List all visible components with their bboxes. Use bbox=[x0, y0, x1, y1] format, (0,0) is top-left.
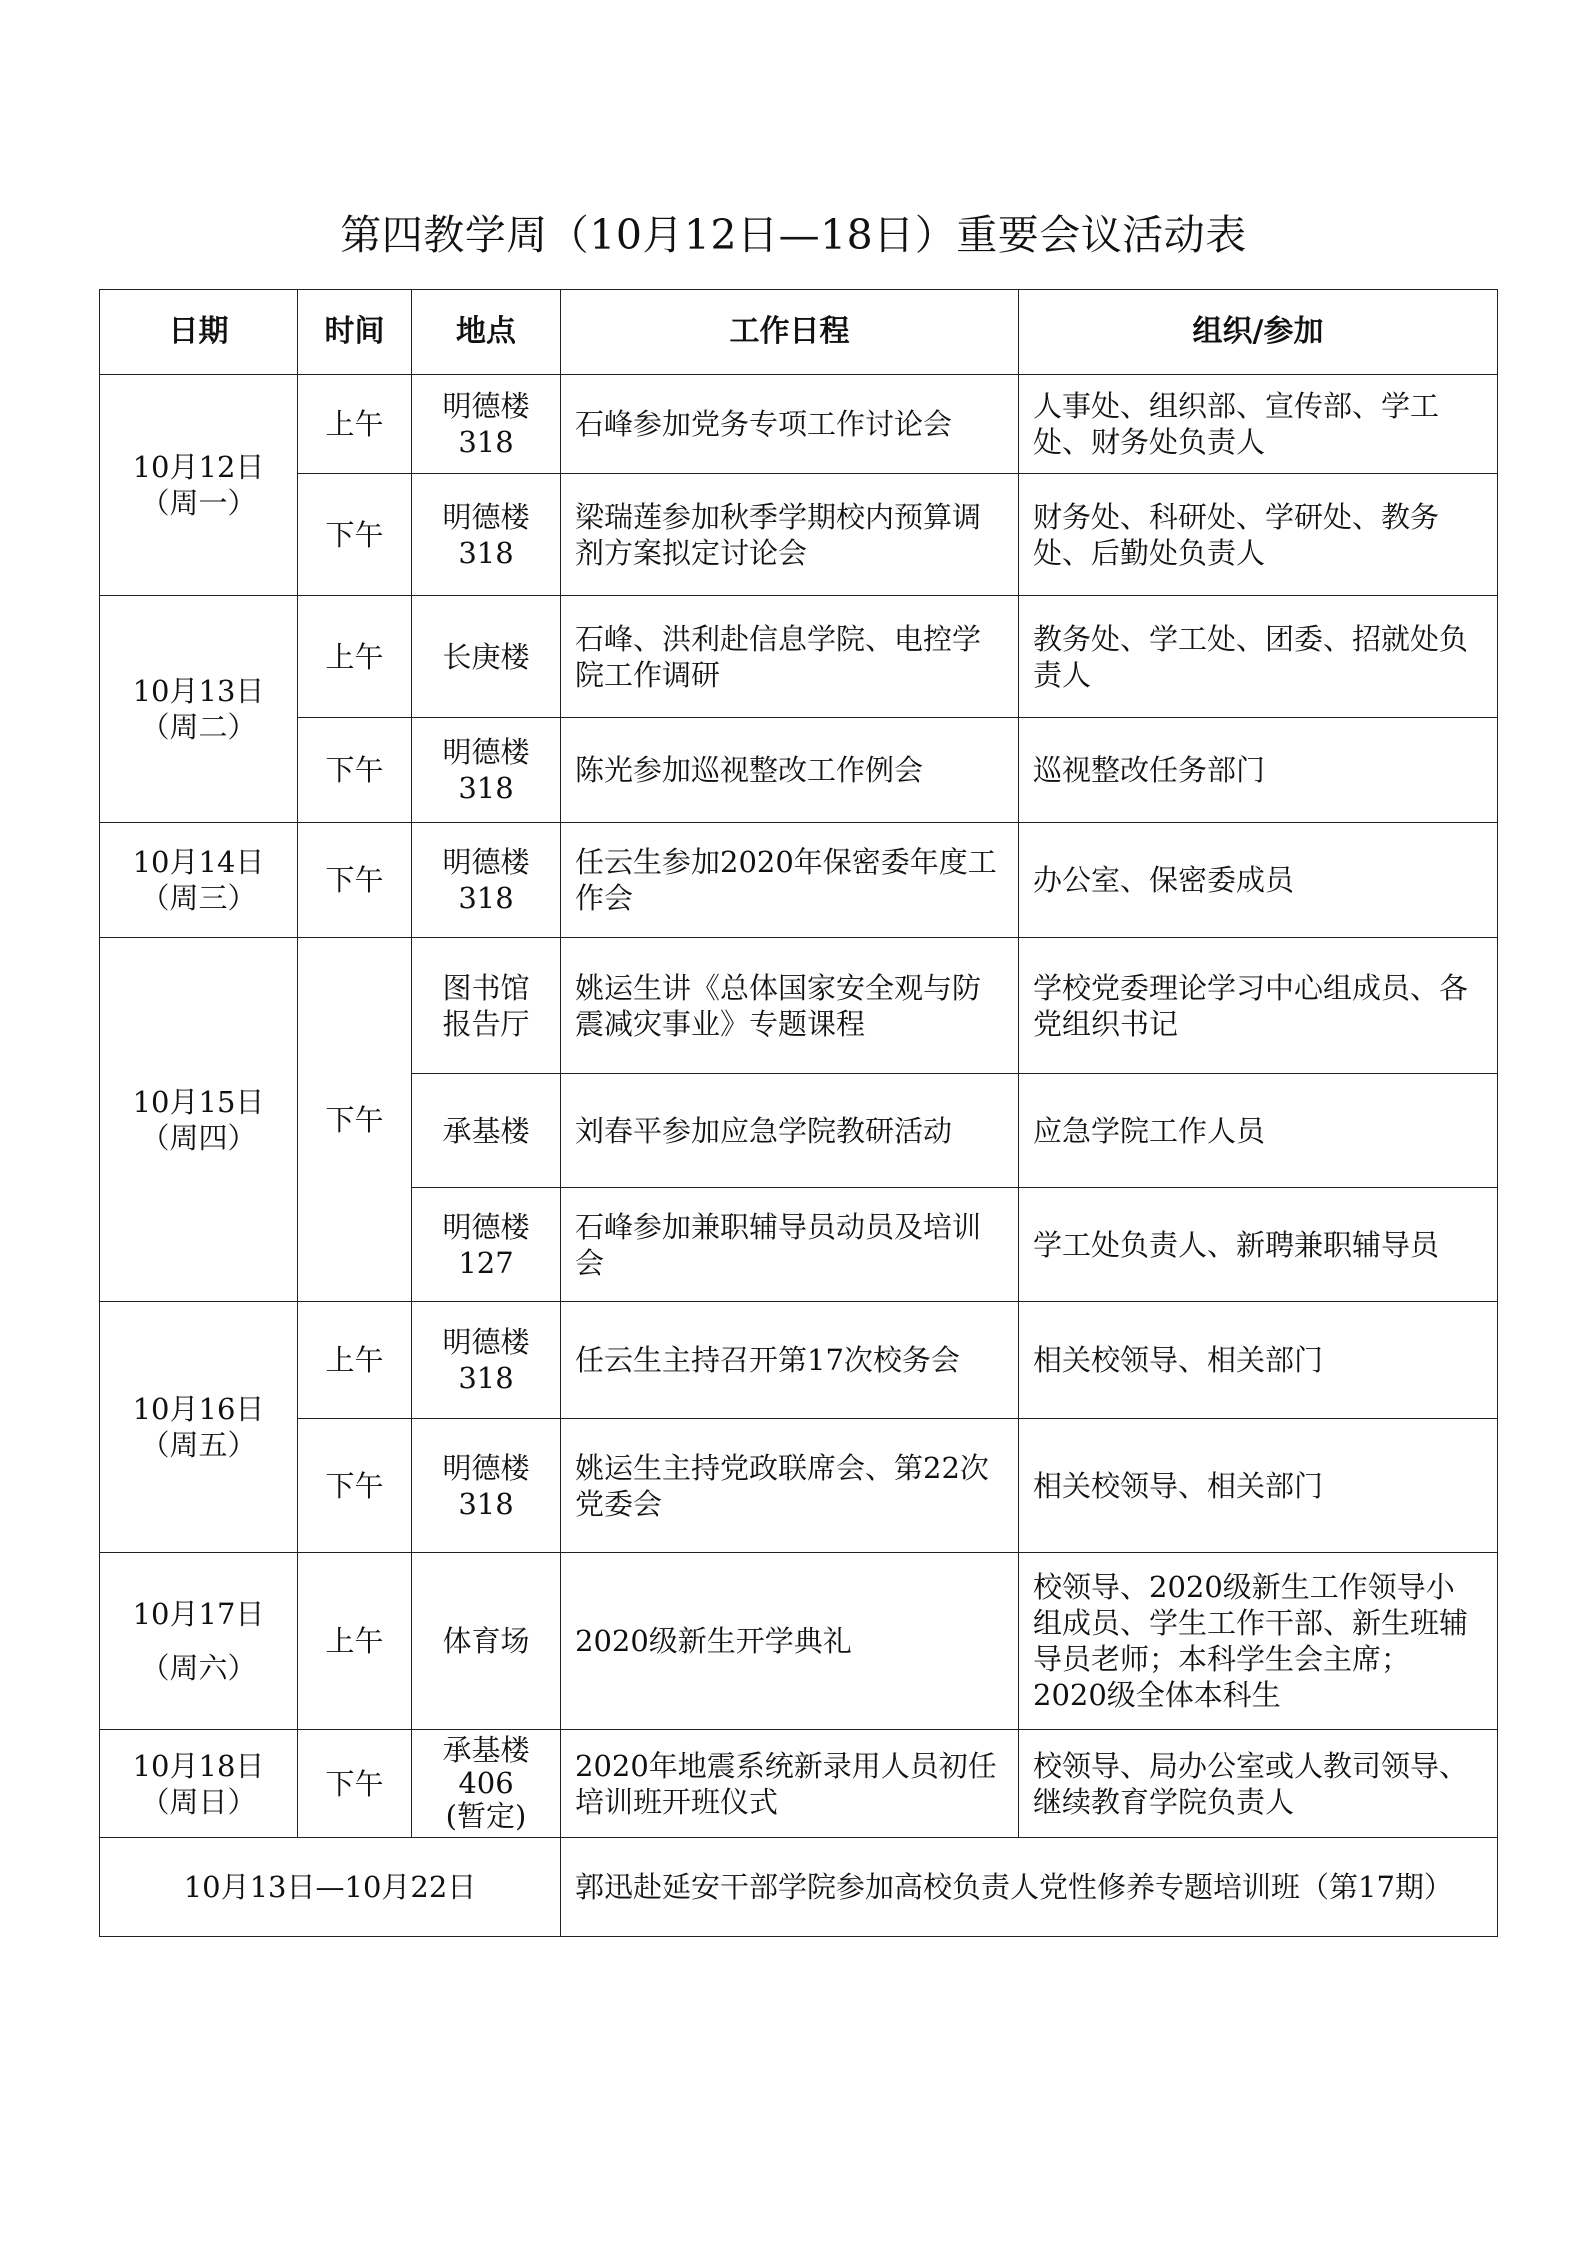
place-cell: 承基楼 bbox=[412, 1074, 561, 1188]
schedule-cell: 姚运生讲《总体国家安全观与防震减灾事业》专题课程 bbox=[561, 938, 1019, 1074]
place-cell: 明德楼 318 bbox=[412, 823, 561, 938]
table-row bbox=[100, 375, 1498, 474]
place-cell: 明德楼 318 bbox=[412, 474, 561, 596]
org-cell: 学工处负责人、新聘兼职辅导员 bbox=[1019, 1188, 1498, 1302]
time-cell: 上午 bbox=[298, 1302, 412, 1419]
schedule-cell: 2020年地震系统新录用人员初任培训班开班仪式 bbox=[561, 1730, 1019, 1838]
table-row bbox=[100, 1553, 1498, 1730]
org-cell: 巡视整改任务部门 bbox=[1019, 718, 1498, 823]
place-cell: 明德楼 318 bbox=[412, 1419, 561, 1553]
schedule-cell: 刘春平参加应急学院教研活动 bbox=[561, 1074, 1019, 1188]
date-cell: 10月18日 （周日） bbox=[100, 1730, 298, 1838]
place-cell: 承基楼 406 (暂定) bbox=[412, 1730, 561, 1838]
schedule-cell: 任云生参加2020年保密委年度工作会 bbox=[561, 823, 1019, 938]
time-cell: 上午 bbox=[298, 1553, 412, 1730]
place-cell: 明德楼 318 bbox=[412, 718, 561, 823]
org-cell: 学校党委理论学习中心组成员、各党组织书记 bbox=[1019, 938, 1498, 1074]
table-header-row bbox=[100, 290, 1498, 375]
time-cell: 下午 bbox=[298, 1730, 412, 1838]
time-cell: 上午 bbox=[298, 596, 412, 718]
date-cell: 10月12日 （周一） bbox=[100, 375, 298, 596]
schedule-cell: 2020级新生开学典礼 bbox=[561, 1553, 1019, 1730]
table-row bbox=[100, 1730, 1498, 1838]
org-cell: 校领导、2020级新生工作领导小组成员、学生工作干部、新生班辅导员老师；本科学生会主席；2020级全体本科生 bbox=[1019, 1553, 1498, 1730]
org-cell: 财务处、科研处、学研处、教务处、后勤处负责人 bbox=[1019, 474, 1498, 596]
org-cell: 相关校领导、相关部门 bbox=[1019, 1302, 1498, 1419]
time-cell: 下午 bbox=[298, 823, 412, 938]
place-cell: 图书馆 报告厅 bbox=[412, 938, 561, 1074]
schedule-cell: 石峰参加党务专项工作讨论会 bbox=[561, 375, 1019, 474]
schedule-cell: 郭迅赴延安干部学院参加高校负责人党性修养专题培训班（第17期） bbox=[561, 1838, 1498, 1937]
table-row bbox=[100, 823, 1498, 938]
place-cell: 明德楼 127 bbox=[412, 1188, 561, 1302]
schedule-cell: 姚运生主持党政联席会、第22次党委会 bbox=[561, 1419, 1019, 1553]
place-cell: 明德楼 318 bbox=[412, 375, 561, 474]
table-row bbox=[100, 474, 1498, 596]
header-schedule: 工作日程 bbox=[561, 290, 1019, 375]
schedule-table bbox=[99, 289, 1498, 1937]
schedule-cell: 梁瑞莲参加秋季学期校内预算调剂方案拟定讨论会 bbox=[561, 474, 1019, 596]
place-cell: 长庚楼 bbox=[412, 596, 561, 718]
header-date: 日期 bbox=[100, 290, 298, 375]
schedule-cell: 石峰、洪利赴信息学院、电控学院工作调研 bbox=[561, 596, 1019, 718]
table-row bbox=[100, 1838, 1498, 1937]
org-cell: 办公室、保密委成员 bbox=[1019, 823, 1498, 938]
table-row bbox=[100, 718, 1498, 823]
time-cell: 上午 bbox=[298, 375, 412, 474]
time-cell: 下午 bbox=[298, 938, 412, 1302]
org-cell: 人事处、组织部、宣传部、学工处、财务处负责人 bbox=[1019, 375, 1498, 474]
date-cell: 10月16日 （周五） bbox=[100, 1302, 298, 1553]
page-title: 第四教学周（10月12日—18日）重要会议活动表 bbox=[340, 211, 1247, 259]
schedule-cell: 石峰参加兼职辅导员动员及培训会 bbox=[561, 1188, 1019, 1302]
org-cell: 教务处、学工处、团委、招就处负责人 bbox=[1019, 596, 1498, 718]
schedule-cell: 陈光参加巡视整改工作例会 bbox=[561, 718, 1019, 823]
table-row bbox=[100, 1302, 1498, 1419]
date-cell: 10月15日 （周四） bbox=[100, 938, 298, 1302]
date-cell: 10月17日 （周六） bbox=[100, 1553, 298, 1730]
date-cell: 10月14日 （周三） bbox=[100, 823, 298, 938]
time-cell: 下午 bbox=[298, 1419, 412, 1553]
table-row bbox=[100, 938, 1498, 1074]
time-cell: 下午 bbox=[298, 474, 412, 596]
org-cell: 应急学院工作人员 bbox=[1019, 1074, 1498, 1188]
org-cell: 校领导、局办公室或人教司领导、继续教育学院负责人 bbox=[1019, 1730, 1498, 1838]
schedule-cell: 任云生主持召开第17次校务会 bbox=[561, 1302, 1019, 1419]
table-row bbox=[100, 596, 1498, 718]
time-cell: 下午 bbox=[298, 718, 412, 823]
date-cell: 10月13日 （周二） bbox=[100, 596, 298, 823]
date-range-cell: 10月13日—10月22日 bbox=[100, 1838, 561, 1937]
place-cell: 体育场 bbox=[412, 1553, 561, 1730]
org-cell: 相关校领导、相关部门 bbox=[1019, 1419, 1498, 1553]
header-place: 地点 bbox=[412, 290, 561, 375]
table-row bbox=[100, 1419, 1498, 1553]
header-org: 组织/参加 bbox=[1019, 290, 1498, 375]
header-time: 时间 bbox=[298, 290, 412, 375]
place-cell: 明德楼 318 bbox=[412, 1302, 561, 1419]
